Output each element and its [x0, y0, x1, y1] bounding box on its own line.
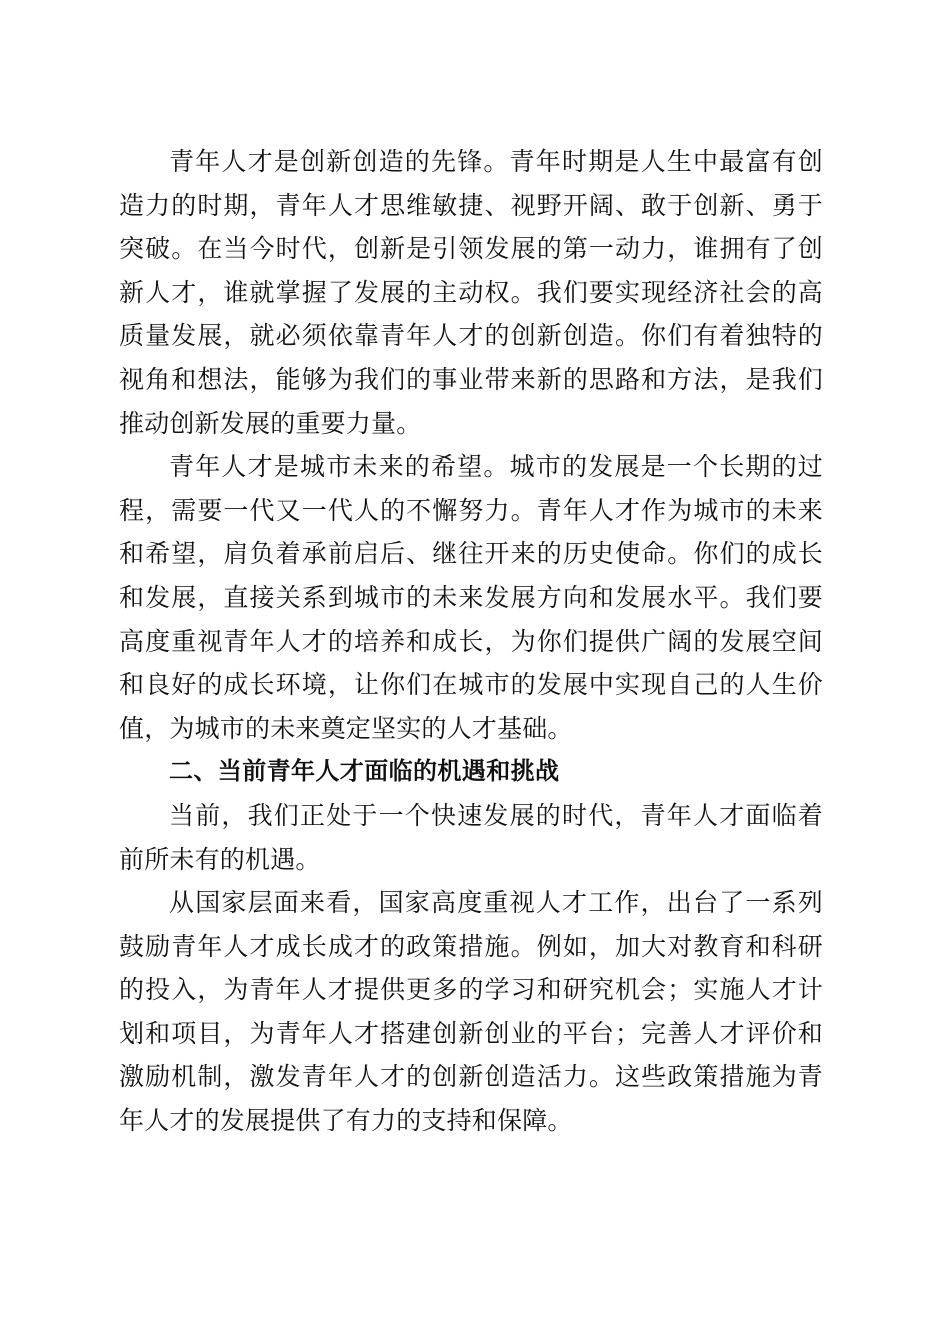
paragraph-youth-city-future: 青年人才是城市未来的希望。城市的发展是一个长期的过程，需要一代又一代人的不懈努力。青年人才作为城市的未来和希望，肩负着承前启后、继往开来的历史使命。你们的成长和发展，直接关系到城市的未来发展方向和发展水平。我们要高度重视青年人才的培养和成长，为你们提供广阔的发展空间和良好的成长环境，让你们在城市的发展中实现自己的人生价值，为城市的未来奠定坚实的人才基础。	[119, 452, 823, 743]
section-heading-opportunities: 二、当前青年人才面临的机遇和挑战	[169, 757, 560, 786]
paragraph-youth-innovation: 青年人才是创新创造的先锋。青年时期是人生中最富有创造力的时期，青年人才思维敏捷、视野开阔、敢于创新、勇于突破。在当今时代，创新是引领发展的第一动力，谁拥有了创新人才，谁就掌握了发展的主动权。我们要实现经济社会的高质量发展，就必须依靠青年人才的创新创造。你们有着独特的视角和想法，能够为我们的事业带来新的思路和方法，是我们推动创新发展的重要力量。	[119, 147, 823, 438]
paragraph-national-policy: 从国家层面来看，国家高度重视人才工作，出台了一系列鼓励青年人才成长成才的政策措施。例如，加大对教育和科研的投入，为青年人才提供更多的学习和研究机会；实施人才计划和项目，为青年人才搭建创新创业的平台；完善人才评价和激励机制，激发青年人才的创新创造活力。这些政策措施为青年人才的发展提供了有力的支持和保障。	[119, 888, 823, 1136]
paragraph-current-era: 当前，我们正处于一个快速发展的时代，青年人才面临着前所未有的机遇。	[119, 800, 823, 874]
document-body	[119, 140, 823, 1143]
